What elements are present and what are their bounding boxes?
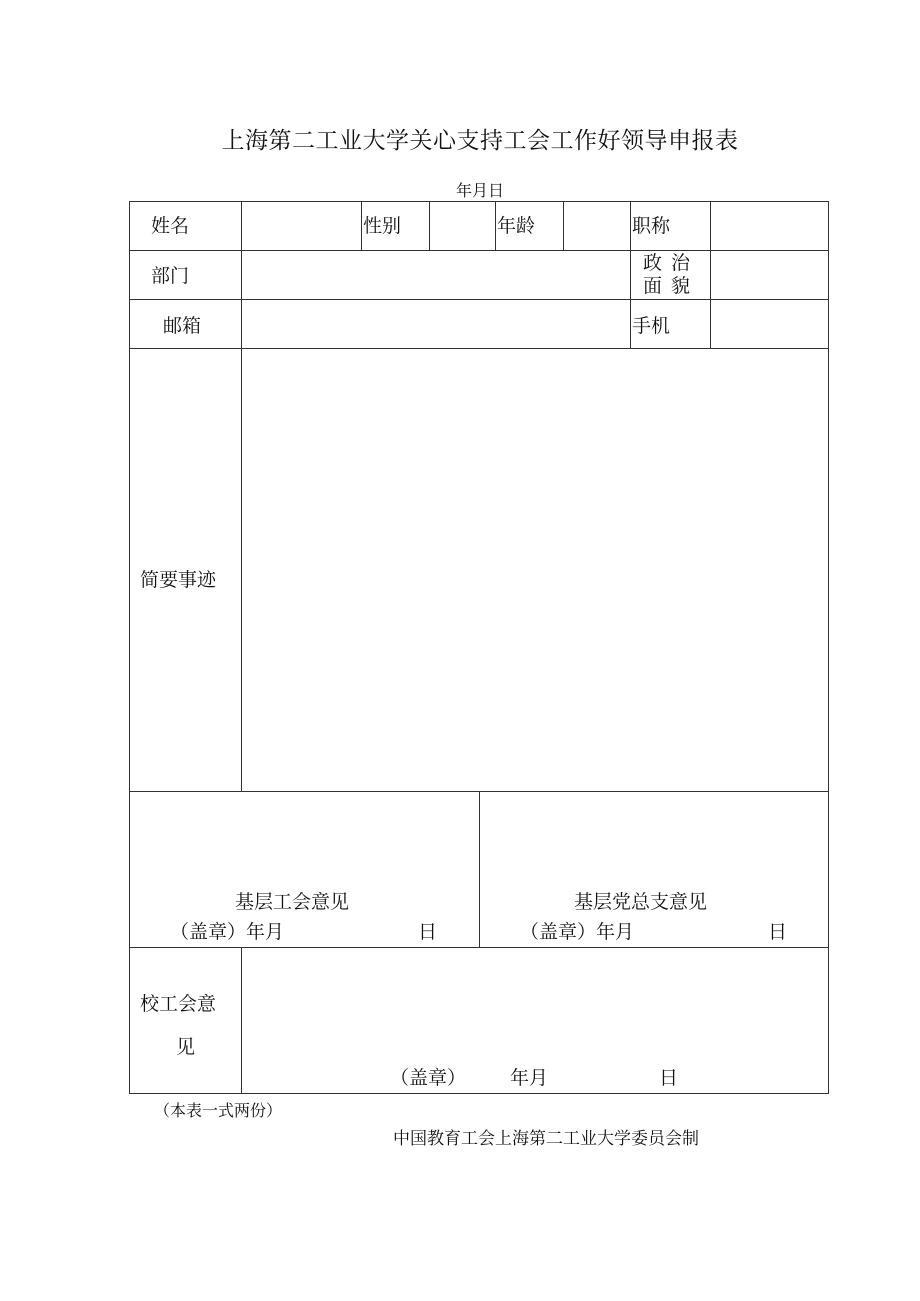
mobile-label: 手机 (632, 315, 671, 337)
department-label: 部门 (151, 265, 190, 287)
summary-field[interactable] (242, 349, 828, 791)
party-branch-opinion-field[interactable] (480, 792, 828, 887)
email-label: 邮箱 (163, 315, 202, 337)
grassroots-union-day: 日 (418, 921, 438, 943)
school-union-stamp: （盖章） (390, 1067, 467, 1089)
name-field[interactable] (242, 202, 361, 250)
school-union-opinion-field[interactable] (242, 948, 828, 1058)
issuer-note: 中国教育工会上海第二工业大学委员会制 (393, 1129, 699, 1149)
mobile-field[interactable] (711, 300, 828, 348)
age-field[interactable] (564, 202, 630, 250)
gender-field[interactable] (430, 202, 495, 250)
grassroots-union-stamp-date: （盖章）年月 (170, 921, 285, 943)
grassroots-union-opinion-label: 基层工会意见 (235, 891, 350, 913)
email-field[interactable] (242, 300, 630, 348)
professional-title-label: 职称 (632, 215, 671, 237)
party-branch-day: 日 (768, 921, 788, 943)
school-union-day: 日 (659, 1067, 679, 1089)
political-status-label-line2: 面貌 (643, 275, 700, 297)
page-title: 上海第二工业大学关心支持工会工作好领导申报表 (221, 128, 739, 154)
party-branch-stamp-date: （盖章）年月 (520, 921, 635, 943)
copies-note: （本表一式两份） (154, 1101, 283, 1120)
gender-label: 性别 (363, 215, 402, 237)
political-status-field[interactable] (711, 251, 828, 299)
col-divider (630, 202, 631, 348)
school-union-year-month: 年月 (510, 1067, 549, 1089)
grassroots-union-opinion-field[interactable] (130, 792, 479, 887)
school-union-opinion-label-line1: 校工会意 (140, 993, 217, 1015)
application-form-table (129, 201, 829, 1094)
age-label: 年龄 (497, 215, 536, 237)
name-label: 姓名 (151, 215, 190, 237)
col-divider (361, 202, 362, 250)
date-line: 年月日 (455, 181, 504, 200)
political-status-label-line1: 政治 (643, 252, 700, 274)
summary-label: 简要事迹 (140, 569, 217, 591)
col-divider (495, 202, 496, 250)
party-branch-opinion-label: 基层党总支意见 (574, 891, 708, 913)
professional-title-field[interactable] (711, 202, 828, 250)
school-union-opinion-label-line2: 见 (176, 1036, 196, 1058)
department-field[interactable] (242, 251, 630, 299)
